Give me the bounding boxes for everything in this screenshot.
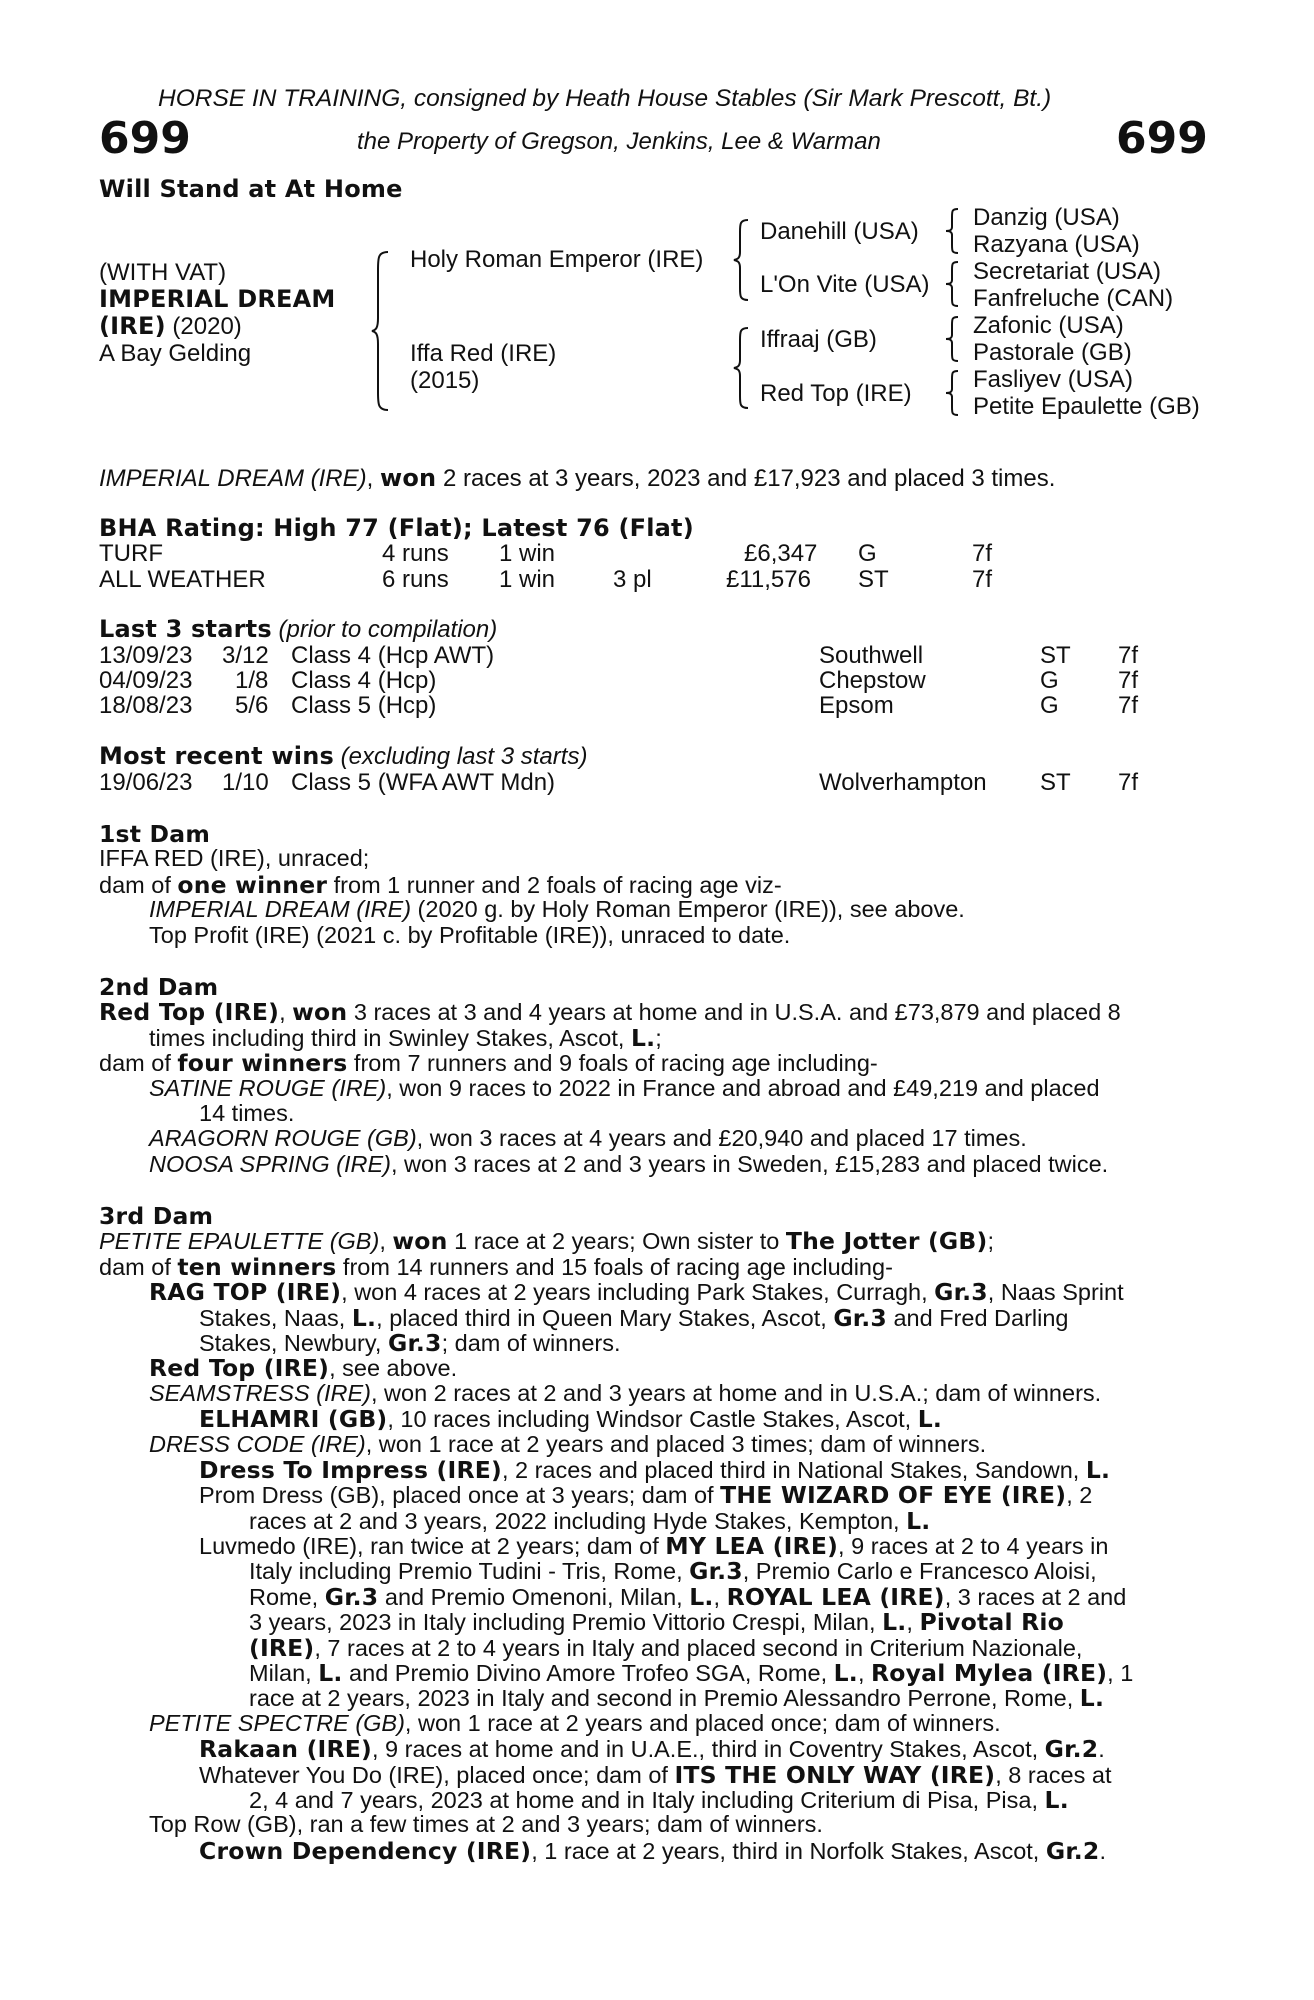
third-dam-foal: Top Row (GB), ran a few times at 2 and 3 years; dam of winners. bbox=[149, 1811, 823, 1838]
first-dam-section bbox=[99, 820, 1207, 947]
header-owner: the Property of Gregson, Jenkins, Lee & Warman bbox=[357, 128, 881, 155]
pedigree-sire-dam: L'On Vite (USA) bbox=[760, 271, 930, 298]
horse-description: A Bay Gelding bbox=[99, 340, 252, 367]
pedigree-g3-7: Fasliyev (USA) bbox=[973, 366, 1134, 393]
third-dam-grandfoal-cont: 3 years, 2023 in Italy including Premio Vittorio Crespi, Milan, L., Pivotal Rio bbox=[249, 1608, 1065, 1637]
pedigree-brace-g3-3 bbox=[944, 315, 962, 363]
third-dam-grandfoal-cont: Rome, Gr.3 and Premio Omenoni, Milan, L., ROYAL LEA (IRE), 3 races at 2 and bbox=[249, 1582, 1127, 1611]
vat-note: (WITH VAT) bbox=[99, 259, 227, 286]
pedigree-brace-g3-4 bbox=[944, 369, 962, 417]
third-dam-grandfoal: Prom Dress (GB), placed once at 3 years; dam of THE WIZARD OF EYE (IRE), 2 bbox=[199, 1481, 1093, 1510]
first-dam-produce: dam of one winner from 1 runner and 2 foals of racing age viz- bbox=[99, 870, 782, 899]
pedigree-brace-main bbox=[370, 250, 392, 412]
second-dam-produce: dam of four winners from 7 runners and 9 foals of racing age including- bbox=[99, 1049, 878, 1078]
pedigree-g3-8: Petite Epaulette (GB) bbox=[973, 393, 1200, 420]
second-dam-foal: SATINE ROUGE (IRE), won 9 races to 2022 in France and abroad and £49,219 and placed bbox=[149, 1074, 1100, 1101]
first-dam-foal: IMPERIAL DREAM (IRE) (2020 g. by Holy Roman Emperor (IRE)), see above. bbox=[149, 896, 965, 923]
third-dam-grandfoal-cont: (IRE), 7 races at 2 to 4 years in Italy and placed second in Criterium Nazionale, bbox=[249, 1633, 1083, 1662]
pedigree-dam: Iffa Red (IRE) bbox=[410, 340, 557, 367]
second-dam-foal: ARAGORN ROUGE (GB), won 3 races at 4 years and £20,940 and placed 17 times. bbox=[149, 1125, 1027, 1152]
last-start-row: 04/09/23 1/8 Class 4 (Hcp) Chepstow G 7f bbox=[99, 667, 1139, 694]
third-dam-record: PETITE EPAULETTE (GB), won 1 race at 2 years; Own sister to The Jotter (GB); bbox=[99, 1227, 995, 1256]
race-summary: IMPERIAL DREAM (IRE), won 2 races at 3 years, 2023 and £17,923 and placed 3 times. bbox=[99, 464, 1056, 492]
third-dam-grandfoal: Dress To Impress (IRE), 2 races and placed third in National Stakes, Sandown, L. bbox=[199, 1455, 1111, 1484]
first-dam-foal: Top Profit (IRE) (2021 c. by Profitable (IRE)), unraced to date. bbox=[149, 921, 791, 948]
third-dam-grandfoal-cont: race at 2 years, 2023 in Italy and second in Premio Alessandro Perrone, Rome, L. bbox=[249, 1684, 1105, 1713]
pedigree-dam-year: (2015) bbox=[410, 367, 480, 394]
second-dam-heading: 2nd Dam bbox=[99, 973, 219, 1001]
last-starts-heading: Last 3 starts (prior to compilation) bbox=[99, 615, 498, 643]
pedigree-brace-sire bbox=[732, 218, 752, 302]
third-dam-foal-cont: Stakes, Naas, L., placed third in Queen Mary Stakes, Ascot, Gr.3 and Fred Darling bbox=[199, 1303, 1069, 1332]
last-start-row: 13/09/23 3/12 Class 4 (Hcp AWT) Southwell ST 7f bbox=[99, 642, 1139, 669]
lot-number-left: 699 bbox=[99, 113, 191, 164]
pedigree-dam-sire: Iffraaj (GB) bbox=[760, 326, 877, 353]
third-dam-grandfoal: ELHAMRI (GB), 10 races including Windsor Castle Stakes, Ascot, L. bbox=[199, 1405, 942, 1434]
bha-rating-heading: BHA Rating: High 77 (Flat); Latest 76 (Flat) bbox=[99, 514, 694, 542]
pedigree-brace-g3-1 bbox=[944, 207, 962, 255]
stand-location: Will Stand at At Home bbox=[99, 175, 403, 203]
second-dam-foal: NOOSA SPRING (IRE), won 3 races at 2 and 3 years in Sweden, £15,283 and placed twice. bbox=[149, 1150, 1109, 1177]
horse-name-country-year: (IRE) (2020) bbox=[99, 312, 242, 340]
lot-number-right: 699 bbox=[1116, 113, 1208, 164]
pedigree-g3-3: Secretariat (USA) bbox=[973, 258, 1162, 285]
pedigree-g3-4: Fanfreluche (CAN) bbox=[973, 285, 1174, 312]
pedigree-brace-g3-2 bbox=[944, 260, 962, 308]
horse-name: IMPERIAL DREAM bbox=[99, 285, 336, 313]
third-dam-grandfoal-cont: 2, 4 and 7 years, 2023 at home and in Italy including Criterium di Pisa, Pisa, L. bbox=[249, 1785, 1069, 1814]
third-dam-foal: RAG TOP (IRE), won 4 races at 2 years including Park Stakes, Curragh, Gr.3, Naas Sprint bbox=[149, 1278, 1124, 1307]
third-dam-foal: SEAMSTRESS (IRE), won 2 races at 2 and 3 years at home and in U.S.A.; dam of winners. bbox=[149, 1379, 1102, 1406]
first-dam-name: IFFA RED (IRE), unraced; bbox=[99, 845, 370, 872]
third-dam-foal: PETITE SPECTRE (GB), won 1 race at 2 years and placed once; dam of winners. bbox=[149, 1709, 1001, 1736]
first-dam-heading: 1st Dam bbox=[99, 820, 211, 848]
pedigree-g3-6: Pastorale (GB) bbox=[973, 339, 1132, 366]
pedigree-g3-1: Danzig (USA) bbox=[973, 204, 1120, 231]
second-dam-record-cont: times including third in Swinley Stakes, Ascot, L.; bbox=[149, 1023, 662, 1052]
third-dam-grandfoal: Crown Dependency (IRE), 1 race at 2 years, third in Norfolk Stakes, Ascot, Gr.2. bbox=[199, 1836, 1106, 1865]
second-dam-record: Red Top (IRE), won 3 races at 3 and 4 years at home and in U.S.A. and £73,879 and placed 8 bbox=[99, 998, 1121, 1027]
third-dam-heading: 3rd Dam bbox=[99, 1202, 214, 1230]
pedigree-g3-5: Zafonic (USA) bbox=[973, 312, 1124, 339]
third-dam-foal: Red Top (IRE), see above. bbox=[149, 1354, 458, 1383]
rating-row-all-weather: ALL WEATHER 6 runs 1 win 3 pl £11,576 ST 7f bbox=[99, 566, 993, 593]
recent-win-row: 19/06/23 1/10 Class 5 (WFA AWT Mdn) Wolverhampton ST 7f bbox=[99, 769, 1139, 796]
second-dam-section bbox=[99, 973, 1207, 1176]
third-dam-grandfoal-cont: Italy including Premio Tudini - Tris, Rome, Gr.3, Premio Carlo e Francesco Aloisi, bbox=[249, 1557, 1097, 1586]
pedigree-g3-2: Razyana (USA) bbox=[973, 231, 1140, 258]
pedigree-brace-dam bbox=[732, 326, 752, 410]
last-start-row: 18/08/23 5/6 Class 5 (Hcp) Epsom G 7f bbox=[99, 692, 1139, 719]
third-dam-section bbox=[99, 1202, 1207, 1865]
pedigree-dam-dam: Red Top (IRE) bbox=[760, 380, 912, 407]
second-dam-foal-cont: 14 times. bbox=[199, 1099, 295, 1126]
third-dam-grandfoal: Whatever You Do (IRE), placed once; dam of ITS THE ONLY WAY (IRE), 8 races at bbox=[199, 1760, 1112, 1789]
recent-wins-heading: Most recent wins (excluding last 3 starts) bbox=[99, 742, 588, 770]
third-dam-grandfoal-cont: races at 2 and 3 years, 2022 including Hyde Stakes, Kempton, L. bbox=[249, 1506, 931, 1535]
third-dam-foal-cont: Stakes, Newbury, Gr.3; dam of winners. bbox=[199, 1328, 621, 1357]
third-dam-grandfoal: Luvmedo (IRE), ran twice at 2 years; dam of MY LEA (IRE), 9 races at 2 to 4 years in bbox=[199, 1532, 1109, 1561]
third-dam-grandfoal-cont: Milan, L. and Premio Divino Amore Trofeo SGA, Rome, L., Royal Mylea (IRE), 1 bbox=[249, 1659, 1134, 1688]
third-dam-grandfoal: Rakaan (IRE), 9 races at home and in U.A.E., third in Coventry Stakes, Ascot, Gr.2. bbox=[199, 1735, 1105, 1764]
pedigree-sire: Holy Roman Emperor (IRE) bbox=[410, 246, 704, 273]
pedigree-sire-sire: Danehill (USA) bbox=[760, 218, 919, 245]
third-dam-foal: DRESS CODE (IRE), won 1 race at 2 years and placed 3 times; dam of winners. bbox=[149, 1430, 987, 1457]
header-consignor: HORSE IN TRAINING, consigned by Heath House Stables (Sir Mark Prescott, Bt.) bbox=[158, 85, 1052, 112]
third-dam-produce: dam of ten winners from 14 runners and 15 foals of racing age including- bbox=[99, 1252, 893, 1281]
rating-row-turf: TURF 4 runs 1 win £6,347 G 7f bbox=[99, 540, 993, 567]
